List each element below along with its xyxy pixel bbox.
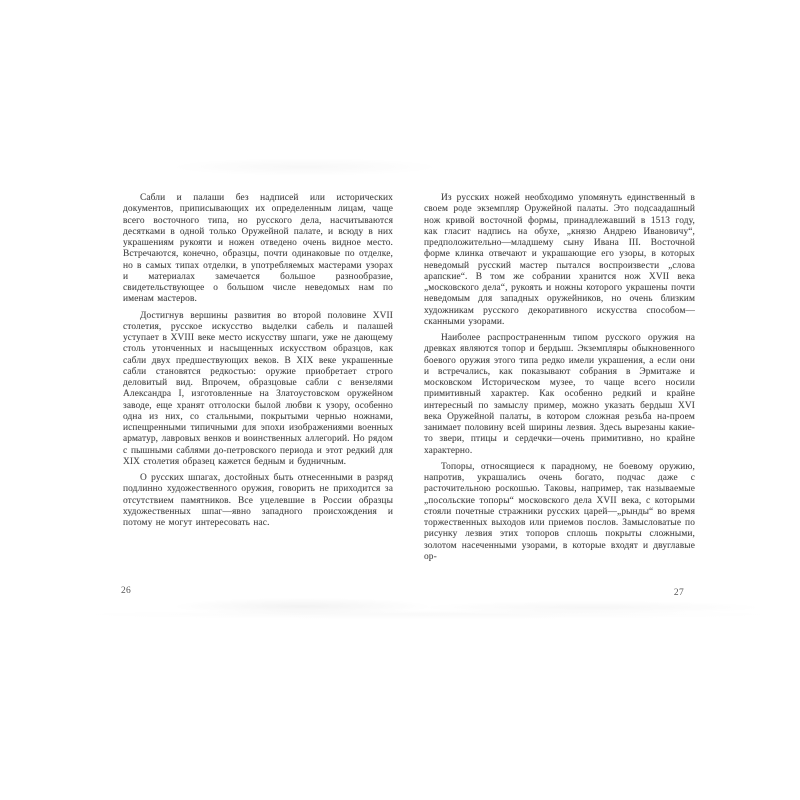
paragraph: Из русских ножей необходимо упомянуть единственный в своем роде экземпляр Оружейной палаты. Это подсаадашный нож кривой восточной формы, принадлежавший в 1513 году, как гласит надпись на обухе, „князю Андрею Ивановичу“, предположительно—младшему сыну Ивана III. Восточной форме клинка отвечают и украшающие его узоры, в которых неведомый русский мастер пытался воспроизвести „слова арапские“. В том же собрании хранится нож XVII века „московского дела“, рукоять и ножны которого украшены почти неведомым для западных оружейников, но очень близким художникам русского декоративного искусства способом—сканными узорами. — [424, 193, 695, 327]
scan-smudge — [425, 601, 760, 614]
page-edge-shadow — [95, 610, 760, 619]
paragraph: Сабли и палаши без надписей или исторических документов, приписывающих их определенным лицам, чаще всего восточного типа, но русского дела, насчитываются десятками в одной только Оружейной палате, и всюду в них украшениям рукояти и ножен отведено очень видное место. Встречаются, конечно, образцы, почти одинаковые по отделке, но в самых типах отделки, в употребляемых мастерами узорах и материалах замечается большое разнообразие, свидетельствующее о большом числе неведомых нам по именам мастеров. — [123, 193, 393, 305]
paragraph: Достигнув вершины развития во второй половине XVII столетия, русское искусство выделки сабель и палашей уступает в XVIII веке место искусству шпаги, уже не дающему столь утонченных и насыщенных искусством образцов, как сабли двух предшествующих веков. В XIX веке украшенные сабли становятся редкостью: оружие приобретает строго деловитый вид. Впрочем, образцовые сабли с вензелями Александра I, изготовленные на Златоустовском оружейном заводе, еще хранят отголоски былой любви к узору, особенно одна из них, со стальными, покрытыми чернью ножнами, испещренными типичными для эпохи изображениями военных арматур, лавровых венков и воинственных аллегорий. Но рядом с пышными саблями до-петровского периода и этот редкий для XIX столетия образец кажется бедным и будничным. — [123, 310, 393, 467]
page-number-left: 26 — [121, 586, 132, 596]
scan-smudge — [170, 158, 440, 176]
paragraph: Топоры, относящиеся к парадному, не боевому оружию, напротив, украшались очень богато, подчас даже с расточительною роскошью. Таковы, например, так называемые „посольские топоры“ московского дела XVII века, с которыми стояли почетные стражники русских царей—„рынды“ во время торжественных выходов или приемов послов. Замысловатые по рисунку лезвия этих топоров сплошь покрыты сложными, золотом насеченными узорами, в которые входят и двуглавые ор- — [424, 461, 695, 562]
paragraph: О русских шпагах, достойных быть отнесенными в разряд подлинно художественного оружия, говорить не приходится за отсутствием памятников. Все уцелевшие в России образцы художественных шпаг—явно западного происхождения и потому не могут интересовать нас. — [123, 473, 393, 528]
page-number-right: 27 — [673, 588, 684, 598]
right-page — [424, 193, 695, 568]
scan-smudge — [175, 598, 430, 615]
left-page — [123, 193, 393, 534]
paragraph: Наиболее распространенным типом русского оружия на древках являются топор и бердыш. Экземпляры обыкновенного боевого оружия этого типа редко имели украшения, а если они и встречались, как показывают собрания в Эрмитаже и московском Историческом музее, то чаще всего носили примитивный характер. Как особенно редкий и крайне интересный по замыслу пример, можно указать бердыш XVI века Оружейной палаты, в котором сложная резьба на-проем занимает половину всей ширины лезвия. Здесь вырезаны какие-то звери, птицы и сердечки—очень примитивно, но крайне характерно. — [424, 333, 695, 456]
